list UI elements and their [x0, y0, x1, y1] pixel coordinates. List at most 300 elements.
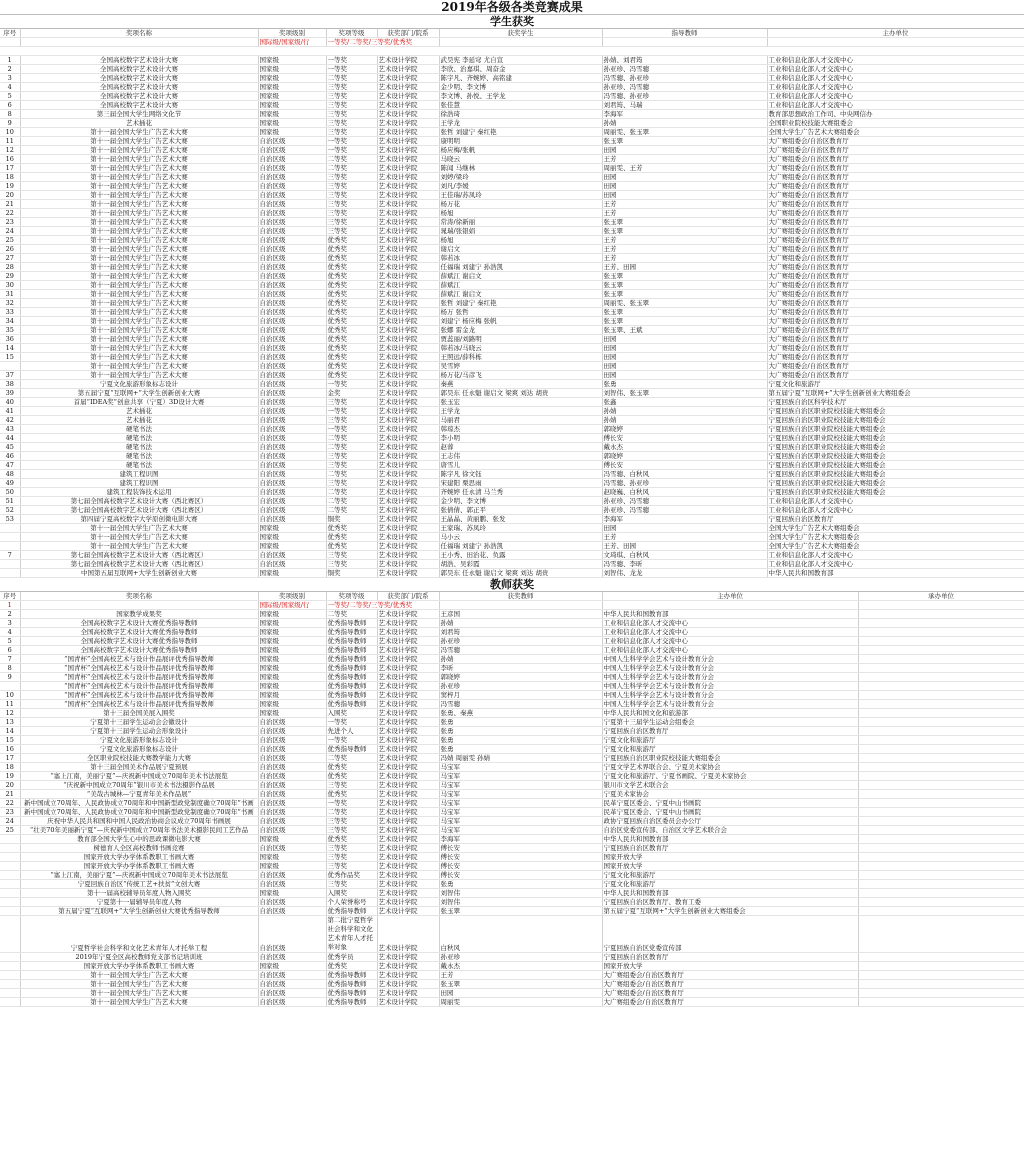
teacher-row [0, 610, 1024, 619]
table-cell: 李小明 [439, 434, 602, 443]
table-cell: 优秀奖 [326, 835, 377, 844]
table-cell: 艺术设计学院 [377, 542, 439, 551]
table-cell: 新中国成立70周年、人民政协成立70周年和中国新型政党制度确立70周年”书画 [20, 808, 258, 817]
header-cell: 奖项名称 [20, 592, 258, 601]
table-cell: 第十一届全国大学生广告艺术大赛 [20, 245, 258, 254]
table-cell: 艺术设计学院 [377, 443, 439, 452]
table-cell: 艺术设计学院 [377, 962, 439, 971]
table-cell: 艺术设计学院 [377, 281, 439, 290]
student-header-row [0, 29, 1024, 38]
student-row [0, 335, 1024, 344]
table-cell: 艺术设计学院 [377, 880, 439, 889]
student-row [0, 227, 1024, 236]
header-cell: 序号 [0, 592, 20, 601]
table-cell: 自治区级 [258, 808, 326, 817]
student-row [0, 551, 1024, 560]
table-cell: 孙婧 [602, 407, 767, 416]
table-cell: 艺术插花 [20, 416, 258, 425]
table-cell: 宋建阳 栗思雨 [439, 479, 602, 488]
table-cell: 宁夏文化旅游形象标志设计 [20, 380, 258, 389]
table-cell: 25 [0, 826, 20, 835]
table-cell: 冯雪骢、李昕 [602, 560, 767, 569]
table-cell: 自治区级 [258, 344, 326, 353]
table-cell: 马丽君 [439, 416, 602, 425]
table-cell: 宁夏文化和旅游厅 [602, 736, 858, 745]
table-cell: 宁夏回族自治区职业院校技能大赛组委会 [767, 470, 1024, 479]
table-cell: 优秀指导教师 [326, 664, 377, 673]
teacher-row [0, 682, 1024, 691]
table-cell: 自治区级 [258, 871, 326, 880]
table-cell: 一等奖 [326, 736, 377, 745]
table-cell: 首届“IDEA奖”创意共享（宁夏）3D设计大赛 [20, 398, 258, 407]
table-cell: 全国高校数字艺术设计大赛 [20, 83, 258, 92]
table-cell: 冯雪骢、白秋风 [602, 470, 767, 479]
teacher-row [0, 691, 1024, 700]
table-cell: 三等奖 [326, 92, 377, 101]
table-cell: 张玉翠 [602, 281, 767, 290]
table-cell: 自治区级 [258, 245, 326, 254]
table-cell: 建筑工程识图 [20, 479, 258, 488]
student-row [0, 56, 1024, 65]
table-cell: 大广赛组委会/自治区教育厅 [767, 182, 1024, 191]
table-cell: 4 [0, 83, 20, 92]
table-cell: 工业和信息化部人才交流中心 [767, 506, 1024, 515]
table-cell: 张倩倩、郭正平 [439, 506, 602, 515]
table-cell: 三等奖 [326, 83, 377, 92]
table-cell: 自治区级 [258, 407, 326, 416]
table-cell: 一等奖 [326, 380, 377, 389]
table-cell: 刘君筠、马瑞 [602, 101, 767, 110]
table-cell [858, 763, 1024, 772]
table-cell: 艺术设计学院 [377, 889, 439, 898]
table-cell: 第十一届全国大学生广告艺术大赛 [20, 263, 258, 272]
table-cell: 宁夏回族自治区教育厅、教育工委 [602, 898, 858, 907]
table-cell: 第十一届全国大学生广告艺术大赛 [20, 998, 258, 1007]
table-cell: 22 [0, 209, 20, 218]
student-row [0, 344, 1024, 353]
table-cell [858, 953, 1024, 962]
table-cell: 全区职业院校技能大赛教学能力大赛 [20, 754, 258, 763]
table-cell: “塞上江南，美丽宁夏”—庆祝新中国成立70周年美术书法展览 [20, 871, 258, 880]
table-cell: 田园 [602, 146, 767, 155]
table-cell: 艺术设计学院 [377, 146, 439, 155]
table-cell: 王芳 [602, 155, 767, 164]
table-cell [858, 844, 1024, 853]
table-cell: 优秀奖 [326, 263, 377, 272]
table-cell: 张勇 [439, 880, 602, 889]
table-cell: 优秀奖 [326, 299, 377, 308]
table-cell: 自治区级 [258, 191, 326, 200]
table-cell: 二等奖 [326, 164, 377, 173]
table-cell: 23 [0, 808, 20, 817]
table-cell: 大广赛组委会/自治区教育厅 [767, 344, 1024, 353]
table-cell [858, 799, 1024, 808]
table-cell: 自治区级 [258, 200, 326, 209]
table-cell: 武昊宪 李延穹 尤自宣 [439, 56, 602, 65]
table-cell: 自治区级 [258, 506, 326, 515]
table-cell: 国家级 [258, 628, 326, 637]
table-cell: 杨应梅/张帆 [439, 146, 602, 155]
table-cell: 田园 [602, 344, 767, 353]
table-cell: 王学龙 [439, 407, 602, 416]
table-cell: 宁夏回族自治区科学技术厅 [767, 398, 1024, 407]
table-cell: 艺术插花 [20, 119, 258, 128]
table-cell: 三等奖 [326, 880, 377, 889]
table-cell [858, 745, 1024, 754]
table-cell: 第十一届全国大学生广告艺术大赛 [20, 173, 258, 182]
student-row [0, 92, 1024, 101]
teacher-row [0, 862, 1024, 871]
table-cell: 自治区级 [258, 308, 326, 317]
table-cell: 20 [0, 191, 20, 200]
student-row [0, 74, 1024, 83]
table-cell: 艺术设计学院 [377, 682, 439, 691]
table-cell: 第十一届全国大学生广告艺术大赛 [20, 362, 258, 371]
table-cell: 国家级 [258, 709, 326, 718]
table-cell: 刘智伟 [439, 898, 602, 907]
table-cell: 大广赛组委会/自治区教育厅 [767, 335, 1024, 344]
table-cell: 国家级 [258, 533, 326, 542]
table-cell: 国家级 [258, 962, 326, 971]
table-cell: 中国人生科学学会艺术与设计教育分会 [602, 664, 858, 673]
table-cell: “庆祝新中国成立70周年”银川市美术书法摄影作品展 [20, 781, 258, 790]
table-cell: 优秀指导教师 [326, 637, 377, 646]
table-cell: 马小云 [439, 533, 602, 542]
table-cell: 艺术设计学院 [377, 254, 439, 263]
teacher-row [0, 817, 1024, 826]
table-cell: 郭晓婷 [439, 673, 602, 682]
table-cell: 庆祝中华人民共和国和中国人民政治协商会议成立70周年书画展 [20, 817, 258, 826]
table-cell: 自治区级 [258, 371, 326, 380]
table-cell: 王志伟 [439, 452, 602, 461]
table-cell: 自治区级 [258, 389, 326, 398]
teacher-row [0, 971, 1024, 980]
teacher-row [0, 962, 1024, 971]
teacher-row [0, 871, 1024, 880]
table-cell: 张娜 雷金龙 [439, 326, 602, 335]
teacher-row [0, 637, 1024, 646]
table-cell: 艺术设计学院 [377, 326, 439, 335]
table-cell: 大广赛组委会/自治区教育厅 [602, 989, 858, 998]
table-cell: 宁夏回族自治区职业院校技能大赛组委会 [767, 461, 1024, 470]
table-cell: 冯婧 周丽雯 孙婧 [439, 754, 602, 763]
table-cell: 宁夏回族自治区职业院校技能大赛组委会 [767, 443, 1024, 452]
table-cell: 硬笔书法 [20, 461, 258, 470]
table-cell: 优秀奖 [326, 962, 377, 971]
table-cell [0, 998, 20, 1007]
table-cell: 工业和信息化部人才交流中心 [602, 637, 858, 646]
table-cell: 金奖 [326, 389, 377, 398]
table-cell: 优秀指导教师 [326, 745, 377, 754]
table-cell: 21 [0, 200, 20, 209]
student-row [0, 281, 1024, 290]
table-cell: 第十一届全国大学生广告艺术大赛 [20, 326, 258, 335]
table-cell: 25 [0, 236, 20, 245]
table-cell: 大广赛组委会/自治区教育厅 [767, 299, 1024, 308]
table-cell: 田园 [602, 335, 767, 344]
table-cell: 国家级 [258, 691, 326, 700]
table-cell: 张勇 [439, 718, 602, 727]
table-cell: 宁夏第十三届学生运动会形象设计 [20, 727, 258, 736]
student-row [0, 515, 1024, 524]
table-cell: 大广赛组委会/自治区教育厅 [767, 317, 1024, 326]
student-row [0, 290, 1024, 299]
table-cell: 三等奖 [326, 853, 377, 862]
table-cell: 艺术设计学院 [377, 569, 439, 578]
table-cell: 自治区级 [258, 560, 326, 569]
table-cell: 自治区级 [258, 218, 326, 227]
table-cell: 中国人生科学学会艺术与设计教育分会 [602, 673, 858, 682]
table-cell: 艺术插花 [20, 407, 258, 416]
table-cell: 自治区级 [258, 826, 326, 835]
table-cell: 第十一届全国大学生广告艺术大赛 [20, 299, 258, 308]
table-cell: 第十一届全国大学生广告艺术大赛 [20, 371, 258, 380]
table-cell: 自治区级 [258, 290, 326, 299]
header-cell: 主办单位 [767, 29, 1024, 38]
table-cell: 马宝军 [439, 817, 602, 826]
table-cell: 王芳 [439, 971, 602, 980]
table-cell: 1 [0, 56, 20, 65]
student-row [0, 308, 1024, 317]
table-cell: 民革宁夏区委会、宁夏中山书画院 [602, 808, 858, 817]
table-cell: 宁夏第十一届辅导员年度人物 [20, 898, 258, 907]
table-cell: 宁夏回族自治区职业院校技能大赛组委会 [767, 434, 1024, 443]
table-cell: 周丽雯 [439, 998, 602, 1007]
table-cell: 第十一届全国大学生广告艺术大赛 [20, 335, 258, 344]
table-cell: 艺术设计学院 [377, 317, 439, 326]
table-cell: 李海军 [602, 515, 767, 524]
table-cell: 26 [0, 245, 20, 254]
table-cell: 张勇 [439, 745, 602, 754]
table-cell: 宁夏回族自治区职业院校技能大赛组委会 [767, 416, 1024, 425]
table-cell [858, 700, 1024, 709]
table-cell: 自治区级 [258, 272, 326, 281]
table-cell: 马宝军 [439, 790, 602, 799]
table-cell: 三等奖 [326, 560, 377, 569]
table-cell: 19 [0, 772, 20, 781]
table-cell: 艺术设计学院 [377, 989, 439, 998]
table-cell: 国家开放大学 [602, 853, 858, 862]
table-cell: 艺术设计学院 [377, 137, 439, 146]
table-cell: 冯雪骢、孙亚珍 [602, 92, 767, 101]
table-cell: 自治区级 [258, 326, 326, 335]
teacher-header-row [0, 592, 1024, 601]
student-row [0, 524, 1024, 533]
table-cell: 自治区党委宣传部、自治区文学艺术联合会 [602, 826, 858, 835]
table-cell: 二等奖 [326, 610, 377, 619]
table-cell: 艺术设计学院 [377, 299, 439, 308]
table-cell: 刘智伟、龙龙 [602, 569, 767, 578]
table-cell: 自治区级 [258, 515, 326, 524]
table-cell: 优秀奖 [326, 524, 377, 533]
student-row [0, 371, 1024, 380]
table-cell: 入围奖 [326, 889, 377, 898]
teacher-row [0, 700, 1024, 709]
table-cell: 大广赛组委会/自治区教育厅 [767, 236, 1024, 245]
table-cell: 国家级 [258, 835, 326, 844]
table-cell: 自治区级 [258, 227, 326, 236]
table-cell: 9 [0, 673, 20, 682]
table-cell: 艺术设计学院 [377, 245, 439, 254]
table-cell: 艺术设计学院 [377, 835, 439, 844]
table-cell: 47 [0, 461, 20, 470]
teacher-row [0, 953, 1024, 962]
table-cell: 工业和信息化部人才交流中心 [767, 497, 1024, 506]
table-cell: 优秀奖 [326, 281, 377, 290]
table-cell: 19 [0, 182, 20, 191]
table-cell: 国家级 [258, 56, 326, 65]
table-cell: 张勇 [439, 727, 602, 736]
header-cell: 承办单位 [858, 592, 1024, 601]
table-cell [0, 980, 20, 989]
table-cell: 6 [0, 101, 20, 110]
table-cell: 38 [0, 380, 20, 389]
table-cell: 41 [0, 407, 20, 416]
table-cell: 自治区级 [258, 281, 326, 290]
table-cell: 自治区级 [258, 916, 326, 953]
table-cell: 全国高校数字艺术设计大赛 [20, 65, 258, 74]
student-row [0, 416, 1024, 425]
table-cell: 宁夏文化和旅游厅、宁夏书画院、宁夏美术家协会 [602, 772, 858, 781]
table-cell: 优秀奖 [326, 790, 377, 799]
table-cell: 国家级 [258, 655, 326, 664]
table-cell: 宁夏回族自治区教育厅 [602, 953, 858, 962]
table-cell: 自治区级 [258, 736, 326, 745]
table-cell: 铜奖 [326, 569, 377, 578]
table-cell: 自治区级 [258, 781, 326, 790]
table-cell: 国家级 [258, 637, 326, 646]
table-cell [858, 862, 1024, 871]
table-cell: 国家级 [258, 83, 326, 92]
table-cell: 第十一届全国大学生广告艺术大赛 [20, 200, 258, 209]
table-cell: 建筑工程识图 [20, 470, 258, 479]
table-cell: 李昕 [439, 664, 602, 673]
student-section-title: 学生获奖 [0, 15, 1024, 29]
table-cell: 工业和信息化部人才交流中心 [767, 74, 1024, 83]
table-cell: 三等奖 [326, 398, 377, 407]
table-cell: 自治区级 [258, 335, 326, 344]
table-cell: 一等奖 [326, 146, 377, 155]
table-cell: 艺术设计学院 [377, 497, 439, 506]
table-cell: 第十一届全国大学生广告艺术大赛 [20, 164, 258, 173]
table-cell: 教育部思想政治工作司、中央网信办 [767, 110, 1024, 119]
table-cell: 宁夏回族自治区教育厅 [767, 515, 1024, 524]
table-cell: 艺术设计学院 [377, 718, 439, 727]
student-row [0, 353, 1024, 362]
table-cell: 二等奖 [326, 808, 377, 817]
table-cell: 宁夏哲学社会科学和文化艺术青年人才托举工程 [20, 916, 258, 953]
teacher-row [0, 898, 1024, 907]
table-cell: 自治区级 [258, 754, 326, 763]
table-cell: 工业和信息化部人才交流中心 [767, 560, 1024, 569]
table-cell: 自治区级 [258, 299, 326, 308]
table-cell: 中国人生科学学会艺术与设计教育分会 [602, 655, 858, 664]
table-cell [858, 619, 1024, 628]
student-row [0, 191, 1024, 200]
table-cell: 自治区级 [258, 416, 326, 425]
table-cell: 一等奖 [326, 56, 377, 65]
table-cell: 中华人民共和国教育部 [602, 610, 858, 619]
table-cell: “国青杯”全国高校艺术与设计作品展评优秀指导教师 [20, 664, 258, 673]
table-cell: 硬笔书法 [20, 425, 258, 434]
table-cell: 大广赛组委会/自治区教育厅 [767, 209, 1024, 218]
table-cell: 艺术设计学院 [377, 898, 439, 907]
table-cell: 大广赛组委会/自治区教育厅 [767, 227, 1024, 236]
table-cell: 一等奖 [326, 799, 377, 808]
table-cell [0, 524, 20, 533]
table-cell: 艺术设计学院 [377, 844, 439, 853]
table-cell: 第二批宁夏哲学社会科学和文化艺术青年人才托举对象 [326, 916, 377, 953]
teacher-table-body [0, 592, 1024, 1007]
table-cell: 张玉翠 [602, 137, 767, 146]
table-cell: 中国人生科学学会艺术与设计教育分会 [602, 700, 858, 709]
table-cell: 国家级 [258, 682, 326, 691]
student-row [0, 542, 1024, 551]
table-cell: 自治区级 [258, 727, 326, 736]
table-cell: 三等奖 [326, 844, 377, 853]
table-cell: 优秀奖 [326, 353, 377, 362]
teacher-row [0, 835, 1024, 844]
table-cell: 中华人民共和国教育部 [767, 569, 1024, 578]
table-cell: 宁夏第十三届学生运动会会徽设计 [20, 718, 258, 727]
table-cell: 15 [0, 353, 20, 362]
table-cell: 艺术设计学院 [377, 971, 439, 980]
table-cell: 第十一届全国大学生广告艺术大赛 [20, 989, 258, 998]
table-cell: 杨旭 [439, 236, 602, 245]
table-cell: 大广赛组委会/自治区教育厅 [767, 254, 1024, 263]
table-cell [858, 817, 1024, 826]
table-cell: 郭昊东 任永魁 谢启文 梁爽 刘达 胡贵 [439, 569, 602, 578]
table-cell: 艺术设计学院 [377, 727, 439, 736]
table-cell: 文琦琪、白秋风 [602, 551, 767, 560]
table-cell: 优秀奖 [326, 236, 377, 245]
table-cell [858, 718, 1024, 727]
student-row [0, 425, 1024, 434]
table-cell: 第十一届全国大学生广告艺术大赛 [20, 353, 258, 362]
table-cell: 27 [0, 254, 20, 263]
table-cell: 16 [0, 745, 20, 754]
table-cell: 14 [0, 727, 20, 736]
table-cell: 艺术设计学院 [377, 488, 439, 497]
table-cell: 12 [0, 709, 20, 718]
table-cell: 唐雪儿 [439, 461, 602, 470]
table-cell [858, 637, 1024, 646]
table-cell: 艺术设计学院 [377, 173, 439, 182]
table-cell: 全国高校数字艺术设计大赛优秀指导教师 [20, 619, 258, 628]
table-cell: 第十一届全国大学生广告艺术大赛 [20, 317, 258, 326]
table-cell: 宁夏回族自治区职业院校技能大赛组委会 [767, 452, 1024, 461]
table-cell: 宁夏文学艺术界联合会、宁夏美术家协会 [602, 763, 858, 772]
table-cell: 康明明 [439, 137, 602, 146]
table-cell: 优秀奖 [326, 344, 377, 353]
table-cell: 工业和信息化部人才交流中心 [767, 56, 1024, 65]
student-row [0, 299, 1024, 308]
teacher-row [0, 664, 1024, 673]
table-cell: 18 [0, 173, 20, 182]
table-cell [0, 962, 20, 971]
spacer-row [0, 47, 1024, 56]
table-cell: 田园 [602, 362, 767, 371]
table-cell: 第十一届高校辅导员年度人物入围奖 [20, 889, 258, 898]
sheet-title: 2019年各级各类竞赛成果 [0, 0, 1024, 15]
table-cell: 三等奖 [326, 826, 377, 835]
table-cell: 国家开放大学 [602, 862, 858, 871]
table-cell: 自治区级 [258, 155, 326, 164]
table-cell: 优秀奖 [326, 542, 377, 551]
table-cell: 第十一届全国大学生广告艺术大赛 [20, 542, 258, 551]
table-cell: 傅长安 [439, 871, 602, 880]
table-cell: 15 [0, 736, 20, 745]
